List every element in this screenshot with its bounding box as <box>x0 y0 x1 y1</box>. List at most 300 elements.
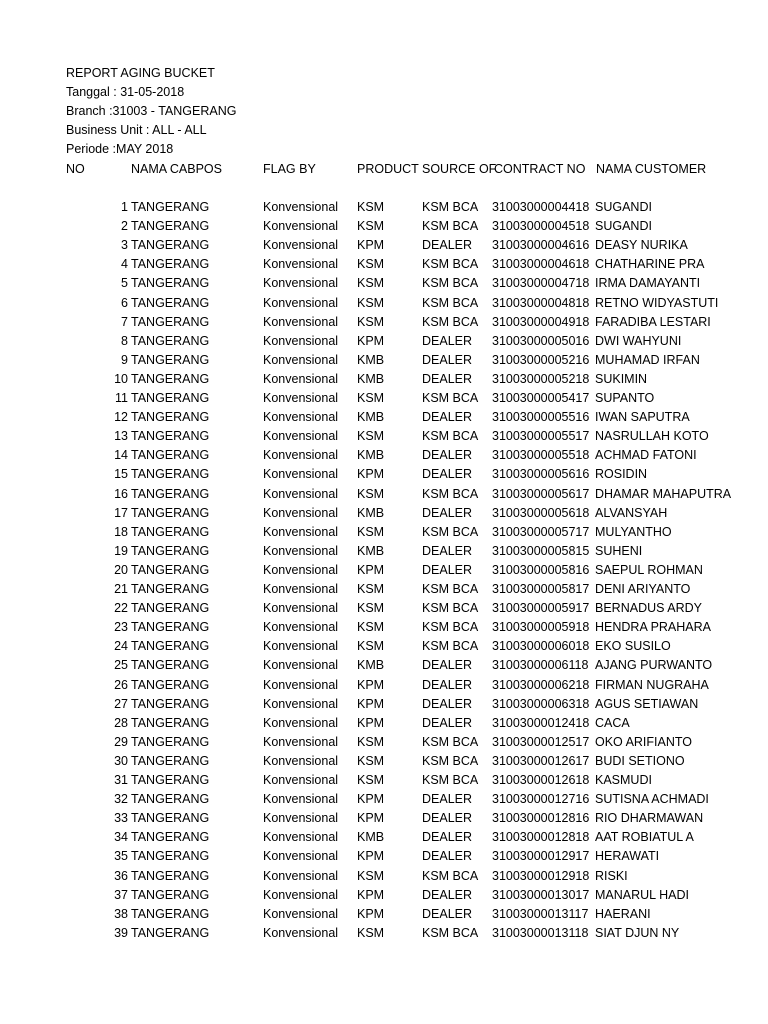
cell-nama-cabpos: TANGERANG <box>131 716 210 730</box>
cell-flag-by: Konvensional <box>263 506 339 520</box>
column-header-nama-customer: NAMA CUSTOMER <box>596 162 707 176</box>
cell-source: KSM BCA <box>422 525 479 539</box>
cell-flag-by: Konvensional <box>263 754 339 768</box>
cell-contract-no: 31003000005517 <box>492 429 590 443</box>
cell-contract-no: 31003000006118 <box>492 658 589 672</box>
cell-product: KPM <box>357 697 385 711</box>
cell-source: DEALER <box>422 716 473 730</box>
cell-nama-cabpos: TANGERANG <box>131 620 210 634</box>
table-row <box>0 217 768 236</box>
cell-contract-no: 31003000004918 <box>492 315 590 329</box>
cell-nama-customer: SAEPUL ROHMAN <box>595 563 703 577</box>
cell-nama-cabpos: TANGERANG <box>131 773 210 787</box>
cell-nama-customer: IWAN SAPUTRA <box>595 410 690 424</box>
cell-nama-cabpos: TANGERANG <box>131 658 210 672</box>
cell-flag-by: Konvensional <box>263 448 339 462</box>
cell-contract-no: 31003000012517 <box>492 735 590 749</box>
cell-nama-cabpos: TANGERANG <box>131 467 210 481</box>
cell-source: KSM BCA <box>422 773 479 787</box>
cell-nama-cabpos: TANGERANG <box>131 582 210 596</box>
table-row <box>0 809 768 828</box>
cell-nama-customer: BUDI SETIONO <box>595 754 685 768</box>
report-branch: Branch :31003 - TANGERANG <box>66 104 237 118</box>
cell-product: KMB <box>357 544 385 558</box>
cell-no: 26 <box>114 678 128 692</box>
cell-nama-cabpos: TANGERANG <box>131 506 210 520</box>
cell-product: KSM <box>357 582 385 596</box>
table-row <box>0 599 768 618</box>
cell-nama-customer: IRMA DAMAYANTI <box>595 276 701 290</box>
cell-nama-customer: DEASY NURIKA <box>595 238 688 252</box>
cell-contract-no: 31003000012716 <box>492 792 590 806</box>
cell-no: 38 <box>114 907 128 921</box>
cell-source: DEALER <box>422 830 473 844</box>
cell-no: 35 <box>114 849 128 863</box>
cell-no: 33 <box>114 811 128 825</box>
cell-product: KMB <box>357 658 385 672</box>
cell-source: KSM BCA <box>422 219 479 233</box>
cell-nama-customer: ALVANSYAH <box>595 506 668 520</box>
cell-contract-no: 31003000005218 <box>492 372 590 386</box>
cell-contract-no: 31003000005815 <box>492 544 590 558</box>
cell-nama-cabpos: TANGERANG <box>131 257 210 271</box>
cell-product: KSM <box>357 315 385 329</box>
cell-flag-by: Konvensional <box>263 830 339 844</box>
table-row <box>0 886 768 905</box>
cell-source: KSM BCA <box>422 735 479 749</box>
cell-contract-no: 31003000006018 <box>492 639 590 653</box>
cell-source: DEALER <box>422 506 473 520</box>
table-row <box>0 752 768 771</box>
cell-flag-by: Konvensional <box>263 869 339 883</box>
cell-contract-no: 31003000005618 <box>492 506 590 520</box>
cell-no: 34 <box>114 830 128 844</box>
cell-flag-by: Konvensional <box>263 716 339 730</box>
cell-source: DEALER <box>422 658 473 672</box>
cell-nama-cabpos: TANGERANG <box>131 869 210 883</box>
cell-nama-customer: AGUS SETIAWAN <box>595 697 699 711</box>
cell-contract-no: 31003000005717 <box>492 525 590 539</box>
cell-nama-cabpos: TANGERANG <box>131 754 210 768</box>
cell-contract-no: 31003000006218 <box>492 678 590 692</box>
cell-no: 37 <box>114 888 128 902</box>
column-header-source: SOURCE OF <box>422 162 497 176</box>
cell-contract-no: 31003000005817 <box>492 582 590 596</box>
cell-nama-cabpos: TANGERANG <box>131 315 210 329</box>
cell-no: 24 <box>114 639 128 653</box>
report-business-unit: Business Unit : ALL - ALL <box>66 123 207 137</box>
cell-nama-customer: NASRULLAH KOTO <box>595 429 709 443</box>
cell-nama-customer: FIRMAN NUGRAHA <box>595 678 709 692</box>
cell-nama-cabpos: TANGERANG <box>131 926 210 940</box>
cell-product: KMB <box>357 448 385 462</box>
cell-contract-no: 31003000006318 <box>492 697 590 711</box>
cell-flag-by: Konvensional <box>263 849 339 863</box>
cell-flag-by: Konvensional <box>263 391 339 405</box>
report-title: REPORT AGING BUCKET <box>66 66 215 80</box>
cell-source: DEALER <box>422 697 473 711</box>
cell-contract-no: 31003000005917 <box>492 601 590 615</box>
cell-product: KSM <box>357 296 385 310</box>
cell-flag-by: Konvensional <box>263 678 339 692</box>
cell-source: DEALER <box>422 678 473 692</box>
cell-nama-customer: CHATHARINE PRA <box>595 257 705 271</box>
cell-contract-no: 31003000005016 <box>492 334 590 348</box>
cell-contract-no: 31003000004616 <box>492 238 590 252</box>
cell-product: KPM <box>357 563 385 577</box>
cell-product: KSM <box>357 601 385 615</box>
cell-no: 18 <box>114 525 128 539</box>
cell-nama-cabpos: TANGERANG <box>131 563 210 577</box>
cell-product: KPM <box>357 792 385 806</box>
cell-no: 5 <box>121 276 128 290</box>
cell-contract-no: 31003000012617 <box>492 754 590 768</box>
cell-contract-no: 31003000012816 <box>492 811 590 825</box>
table-row <box>0 523 768 542</box>
cell-no: 1 <box>121 200 128 214</box>
table-row <box>0 695 768 714</box>
cell-nama-customer: RETNO WIDYASTUTI <box>595 296 719 310</box>
cell-flag-by: Konvensional <box>263 276 339 290</box>
cell-source: KSM BCA <box>422 296 479 310</box>
cell-no: 3 <box>121 238 128 252</box>
cell-flag-by: Konvensional <box>263 773 339 787</box>
table-row <box>0 427 768 446</box>
cell-no: 4 <box>121 257 128 271</box>
cell-contract-no: 31003000012818 <box>492 830 590 844</box>
cell-source: KSM BCA <box>422 257 479 271</box>
cell-flag-by: Konvensional <box>263 792 339 806</box>
cell-no: 9 <box>121 353 128 367</box>
cell-no: 7 <box>121 315 128 329</box>
cell-nama-customer: AAT ROBIATUL A <box>595 830 694 844</box>
cell-no: 13 <box>114 429 128 443</box>
cell-nama-customer: CACA <box>595 716 630 730</box>
cell-source: DEALER <box>422 544 473 558</box>
cell-source: DEALER <box>422 792 473 806</box>
cell-flag-by: Konvensional <box>263 811 339 825</box>
cell-nama-cabpos: TANGERANG <box>131 238 210 252</box>
cell-product: KPM <box>357 238 385 252</box>
cell-product: KMB <box>357 372 385 386</box>
cell-no: 11 <box>115 391 128 405</box>
cell-nama-customer: BERNADUS ARDY <box>595 601 702 615</box>
cell-flag-by: Konvensional <box>263 353 339 367</box>
cell-nama-customer: SUKIMIN <box>595 372 648 386</box>
cell-nama-cabpos: TANGERANG <box>131 334 210 348</box>
table-row <box>0 389 768 408</box>
cell-product: KSM <box>357 257 385 271</box>
cell-no: 2 <box>121 219 128 233</box>
cell-source: DEALER <box>422 238 473 252</box>
cell-source: KSM BCA <box>422 926 479 940</box>
cell-no: 30 <box>114 754 128 768</box>
cell-product: KMB <box>357 410 385 424</box>
cell-nama-cabpos: TANGERANG <box>131 811 210 825</box>
cell-contract-no: 31003000012918 <box>492 869 590 883</box>
cell-no: 32 <box>114 792 128 806</box>
cell-nama-customer: AJANG PURWANTO <box>595 658 713 672</box>
cell-nama-customer: ACHMAD FATONI <box>595 448 697 462</box>
cell-product: KPM <box>357 467 385 481</box>
cell-source: KSM BCA <box>422 276 479 290</box>
table-row <box>0 618 768 637</box>
table-row <box>0 771 768 790</box>
cell-source: KSM BCA <box>422 582 479 596</box>
cell-flag-by: Konvensional <box>263 926 339 940</box>
cell-flag-by: Konvensional <box>263 487 339 501</box>
cell-nama-cabpos: TANGERANG <box>131 276 210 290</box>
table-row <box>0 733 768 752</box>
cell-no: 31 <box>114 773 128 787</box>
cell-product: KSM <box>357 219 385 233</box>
cell-product: KSM <box>357 391 385 405</box>
cell-contract-no: 31003000013118 <box>492 926 589 940</box>
table-row <box>0 504 768 523</box>
cell-nama-customer: EKO SUSILO <box>595 639 671 653</box>
cell-product: KPM <box>357 811 385 825</box>
cell-contract-no: 31003000012618 <box>492 773 590 787</box>
cell-source: KSM BCA <box>422 620 479 634</box>
cell-nama-customer: MULYANTHO <box>595 525 672 539</box>
cell-contract-no: 31003000004618 <box>492 257 590 271</box>
table-row <box>0 370 768 389</box>
cell-flag-by: Konvensional <box>263 658 339 672</box>
cell-nama-cabpos: TANGERANG <box>131 487 210 501</box>
cell-contract-no: 31003000005516 <box>492 410 590 424</box>
cell-source: DEALER <box>422 907 473 921</box>
cell-no: 27 <box>114 697 128 711</box>
table-row <box>0 332 768 351</box>
cell-product: KPM <box>357 888 385 902</box>
table-row <box>0 580 768 599</box>
cell-no: 39 <box>114 926 128 940</box>
cell-source: DEALER <box>422 353 473 367</box>
cell-contract-no: 31003000012917 <box>492 849 590 863</box>
cell-source: DEALER <box>422 849 473 863</box>
cell-source: KSM BCA <box>422 601 479 615</box>
cell-nama-cabpos: TANGERANG <box>131 410 210 424</box>
cell-contract-no: 31003000005616 <box>492 467 590 481</box>
cell-no: 28 <box>114 716 128 730</box>
cell-flag-by: Konvensional <box>263 334 339 348</box>
cell-contract-no: 31003000004718 <box>492 276 590 290</box>
cell-flag-by: Konvensional <box>263 257 339 271</box>
cell-nama-customer: MUHAMAD IRFAN <box>595 353 700 367</box>
cell-nama-cabpos: TANGERANG <box>131 544 210 558</box>
table-row <box>0 790 768 809</box>
cell-product: KPM <box>357 678 385 692</box>
cell-flag-by: Konvensional <box>263 525 339 539</box>
cell-nama-customer: SIAT DJUN NY <box>595 926 680 940</box>
cell-nama-cabpos: TANGERANG <box>131 697 210 711</box>
table-row <box>0 828 768 847</box>
table-row <box>0 905 768 924</box>
cell-source: DEALER <box>422 334 473 348</box>
cell-nama-customer: HERAWATI <box>595 849 660 863</box>
cell-no: 23 <box>114 620 128 634</box>
table-row <box>0 847 768 866</box>
cell-nama-cabpos: TANGERANG <box>131 735 210 749</box>
cell-product: KSM <box>357 620 385 634</box>
cell-source: DEALER <box>422 372 473 386</box>
cell-source: KSM BCA <box>422 315 479 329</box>
cell-contract-no: 31003000004418 <box>492 200 590 214</box>
cell-nama-customer: MANARUL HADI <box>595 888 689 902</box>
cell-no: 20 <box>114 563 128 577</box>
cell-flag-by: Konvensional <box>263 429 339 443</box>
cell-no: 21 <box>114 582 128 596</box>
cell-product: KSM <box>357 276 385 290</box>
cell-no: 16 <box>114 487 128 501</box>
cell-flag-by: Konvensional <box>263 601 339 615</box>
table-row <box>0 924 768 943</box>
cell-product: KSM <box>357 735 385 749</box>
cell-no: 19 <box>114 544 128 558</box>
column-header-product: PRODUCT <box>357 162 419 176</box>
cell-nama-cabpos: TANGERANG <box>131 849 210 863</box>
table-row <box>0 561 768 580</box>
cell-product: KMB <box>357 830 385 844</box>
cell-nama-cabpos: TANGERANG <box>131 372 210 386</box>
cell-flag-by: Konvensional <box>263 907 339 921</box>
cell-contract-no: 31003000005918 <box>492 620 590 634</box>
cell-flag-by: Konvensional <box>263 200 339 214</box>
table-row <box>0 294 768 313</box>
cell-contract-no: 31003000004818 <box>492 296 590 310</box>
cell-nama-customer: RISKI <box>595 869 628 883</box>
table-row <box>0 465 768 484</box>
cell-nama-customer: SUPANTO <box>595 391 655 405</box>
cell-no: 22 <box>114 601 128 615</box>
cell-flag-by: Konvensional <box>263 544 339 558</box>
cell-source: DEALER <box>422 563 473 577</box>
cell-nama-customer: HAERANI <box>595 907 651 921</box>
cell-nama-cabpos: TANGERANG <box>131 525 210 539</box>
cell-contract-no: 31003000005216 <box>492 353 590 367</box>
cell-no: 8 <box>121 334 128 348</box>
cell-source: KSM BCA <box>422 429 479 443</box>
cell-nama-cabpos: TANGERANG <box>131 888 210 902</box>
cell-flag-by: Konvensional <box>263 467 339 481</box>
cell-contract-no: 31003000005617 <box>492 487 590 501</box>
cell-nama-customer: SUTISNA ACHMADI <box>595 792 709 806</box>
cell-no: 15 <box>114 467 128 481</box>
cell-contract-no: 31003000013017 <box>492 888 590 902</box>
cell-flag-by: Konvensional <box>263 315 339 329</box>
cell-flag-by: Konvensional <box>263 219 339 233</box>
cell-product: KSM <box>357 200 385 214</box>
cell-product: KSM <box>357 869 385 883</box>
column-header-contract-no: CONTRACT NO <box>494 162 586 176</box>
cell-nama-cabpos: TANGERANG <box>131 219 210 233</box>
cell-no: 25 <box>114 658 128 672</box>
table-row <box>0 656 768 675</box>
cell-nama-customer: SUHENI <box>595 544 643 558</box>
cell-source: KSM BCA <box>422 487 479 501</box>
cell-nama-cabpos: TANGERANG <box>131 678 210 692</box>
table-row <box>0 408 768 427</box>
table-row <box>0 542 768 561</box>
column-header-nama-cabpos: NAMA CABPOS <box>131 162 222 176</box>
cell-source: KSM BCA <box>422 391 479 405</box>
cell-nama-customer: KASMUDI <box>595 773 652 787</box>
cell-nama-cabpos: TANGERANG <box>131 830 210 844</box>
cell-product: KMB <box>357 506 385 520</box>
cell-source: DEALER <box>422 410 473 424</box>
table-row <box>0 485 768 504</box>
cell-nama-customer: RIO DHARMAWAN <box>595 811 704 825</box>
cell-contract-no: 31003000012418 <box>492 716 590 730</box>
cell-product: KSM <box>357 639 385 653</box>
cell-flag-by: Konvensional <box>263 697 339 711</box>
table-row <box>0 198 768 217</box>
cell-product: KPM <box>357 849 385 863</box>
cell-source: DEALER <box>422 448 473 462</box>
table-header <box>0 160 768 179</box>
cell-contract-no: 31003000005518 <box>492 448 590 462</box>
cell-product: KSM <box>357 525 385 539</box>
cell-source: KSM BCA <box>422 639 479 653</box>
cell-product: KMB <box>357 353 385 367</box>
cell-flag-by: Konvensional <box>263 563 339 577</box>
cell-flag-by: Konvensional <box>263 410 339 424</box>
cell-nama-customer: SUGANDI <box>595 200 652 214</box>
cell-nama-customer: DENI ARIYANTO <box>595 582 691 596</box>
cell-source: KSM BCA <box>422 869 479 883</box>
cell-source: KSM BCA <box>422 754 479 768</box>
cell-nama-customer: ROSIDIN <box>595 467 648 481</box>
table-row <box>0 313 768 332</box>
cell-flag-by: Konvensional <box>263 735 339 749</box>
cell-source: KSM BCA <box>422 200 479 214</box>
cell-product: KSM <box>357 487 385 501</box>
cell-product: KPM <box>357 334 385 348</box>
table-row <box>0 446 768 465</box>
table-row <box>0 274 768 293</box>
table-row <box>0 255 768 274</box>
cell-no: 12 <box>114 410 128 424</box>
cell-flag-by: Konvensional <box>263 888 339 902</box>
cell-no: 6 <box>121 296 128 310</box>
cell-source: DEALER <box>422 467 473 481</box>
cell-product: KSM <box>357 754 385 768</box>
cell-no: 17 <box>114 506 128 520</box>
cell-no: 10 <box>114 372 128 386</box>
cell-contract-no: 31003000005816 <box>492 563 590 577</box>
report-period: Periode :MAY 2018 <box>66 142 174 156</box>
cell-nama-cabpos: TANGERANG <box>131 601 210 615</box>
cell-product: KPM <box>357 907 385 921</box>
cell-contract-no: 31003000004518 <box>492 219 590 233</box>
cell-no: 36 <box>114 869 128 883</box>
cell-flag-by: Konvensional <box>263 296 339 310</box>
cell-nama-cabpos: TANGERANG <box>131 200 210 214</box>
table-row <box>0 867 768 886</box>
cell-product: KSM <box>357 429 385 443</box>
table-row <box>0 351 768 370</box>
cell-nama-cabpos: TANGERANG <box>131 639 210 653</box>
cell-product: KSM <box>357 926 385 940</box>
cell-source: DEALER <box>422 811 473 825</box>
cell-flag-by: Konvensional <box>263 238 339 252</box>
cell-nama-customer: HENDRA PRAHARA <box>595 620 711 634</box>
cell-no: 14 <box>114 448 128 462</box>
column-header-flag-by: FLAG BY <box>263 162 316 176</box>
cell-nama-customer: OKO ARIFIANTO <box>595 735 693 749</box>
table-row <box>0 676 768 695</box>
cell-flag-by: Konvensional <box>263 582 339 596</box>
